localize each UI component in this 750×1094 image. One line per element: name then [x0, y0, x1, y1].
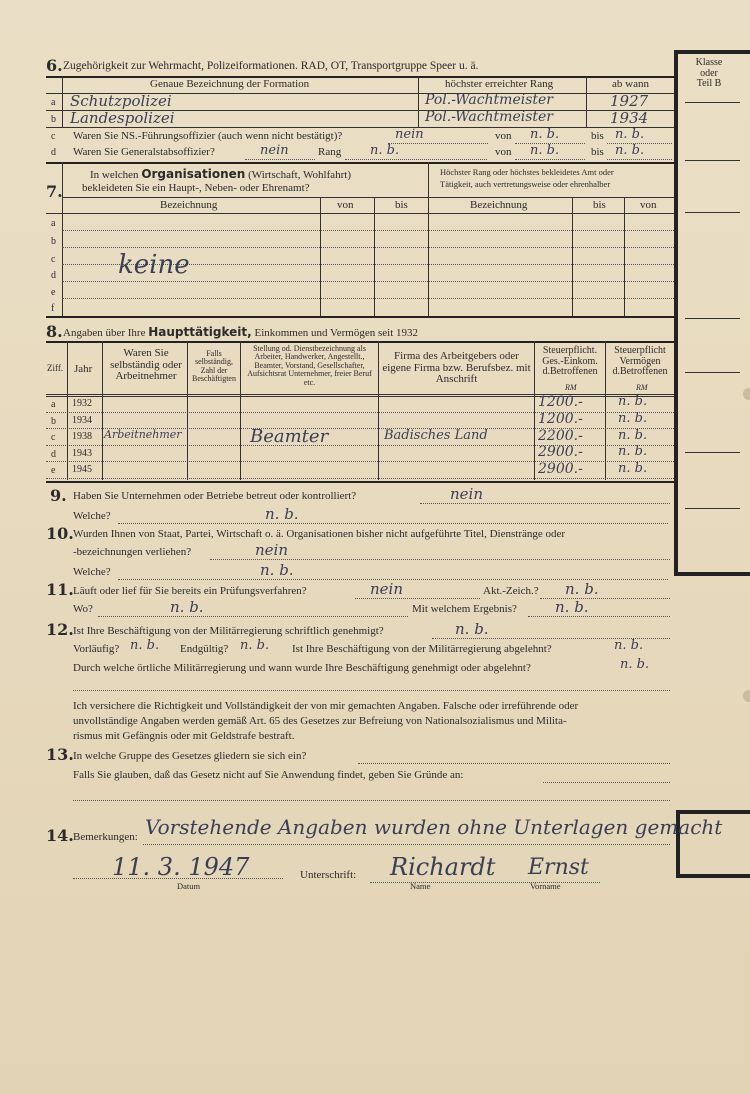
formation-a: Schutzpolizei: [70, 92, 172, 110]
section-14-number: 14.: [46, 826, 74, 845]
s12-vorl: Vorläufig?: [73, 643, 120, 655]
s8-verm: n. b.: [618, 428, 648, 443]
section-6-number: 6.: [46, 56, 63, 75]
s11-question: Läuft oder lief für Sie bereits ein Prüfungsverfahren?: [73, 585, 307, 597]
bottom-bracket-bar: [676, 810, 750, 814]
declaration-line-2: unvollständige Angaben werden gemäß Art. 65 des Gesetzes zur Befreiung von Nationalsozialismus und Milita-: [73, 715, 567, 727]
s6-d-rang-val: n. b.: [370, 143, 400, 158]
s6-d-bis: bis: [591, 146, 604, 158]
s8-verm: n. b.: [618, 411, 648, 426]
s9-question: Haben Sie Unternehmen oder Betriebe betreut oder kontrolliert?: [73, 490, 357, 502]
row-letter: b: [51, 114, 56, 125]
s14-vorname-label: Vorname: [530, 881, 561, 891]
s14-name-signature: Richardt: [390, 853, 496, 881]
s8-eink: 2900.-: [538, 444, 583, 460]
s8-h-firma: Firma des Arbeitgebers oder eigene Firma bzw. Berufsbez. mit Anschrift: [382, 350, 531, 386]
s10-answer: nein: [255, 541, 288, 559]
section-13-number: 13.: [46, 745, 74, 764]
s11-ergebnis: Mit welchem Ergebnis?: [412, 603, 517, 615]
s7-intro-2: (Wirtschaft, Wohlfahrt): [248, 169, 352, 181]
s9-welche: Welche?: [73, 510, 111, 522]
s14-bemerkungen-answer: Vorstehende Angaben wurden ohne Unterlagen gemacht: [145, 815, 723, 839]
s11-wo-answer: n. b.: [170, 598, 204, 616]
s8-stell: Beamter: [250, 426, 329, 447]
s8-eink: 2200.-: [538, 428, 583, 444]
s7-h-bez2: Bezeichnung: [470, 199, 528, 211]
section-6-col-formation: Genaue Bezeichnung der Formation: [150, 78, 310, 90]
side-bracket-bar: [674, 50, 750, 54]
s9-welche-answer: n. b.: [265, 505, 299, 523]
s11-akt-answer: n. b.: [565, 580, 599, 598]
row-letter: a: [51, 97, 56, 108]
section-6-col-rang: höchster erreichter Rang: [445, 78, 554, 90]
row-letter: d: [51, 449, 56, 460]
s8-verm: n. b.: [618, 444, 648, 459]
bottom-bracket-bar: [676, 874, 750, 878]
section-7-number: 7.: [46, 182, 63, 201]
s8-firma: Badisches Land: [384, 428, 488, 443]
s10-welche-answer: n. b.: [260, 561, 294, 579]
s14-vorname-signature: Ernst: [528, 855, 589, 880]
row-letter: f: [51, 303, 55, 314]
s6-c-bis-val: n. b.: [615, 127, 645, 142]
s8-selb: Arbeitnehmer: [104, 428, 182, 441]
from-b: 1934: [610, 109, 649, 127]
s8-verm: n. b.: [618, 461, 648, 476]
s7-intro-1: In welchen: [90, 169, 139, 181]
s8-eink: 1200.-: [538, 394, 583, 410]
s6-c-answer: nein: [395, 127, 424, 142]
row-letter: d: [51, 270, 56, 281]
s7-h-bis: bis: [395, 199, 408, 211]
s7-answer: keine: [118, 250, 190, 280]
row-letter: c: [51, 131, 56, 142]
s7-right-1: Höchster Rang oder höchstes bekleidetes Amt oder: [440, 167, 614, 177]
s10-question-1: Wurden Ihnen von Staat, Partei, Wirtschaft o. ä. Organisationen bisher nicht aufgeführte Titel, Dienstränge oder: [73, 528, 566, 540]
s11-ergebnis-answer: n. b.: [555, 598, 589, 616]
s8-title-1: Angaben über Ihre: [63, 327, 146, 339]
section-11-number: 11.: [46, 580, 74, 599]
s8-title: [63, 326, 418, 339]
s8-h-jahr: Jahr: [74, 363, 93, 375]
section-10-number: 10.: [46, 524, 74, 543]
s6-d-von-val: n. b.: [530, 143, 560, 158]
s6-d-von: von: [495, 146, 512, 158]
s8-h-verm: Steuerpflicht Vermögen d.Betroffenen: [612, 345, 668, 377]
s12-abgel: Ist Ihre Beschäftigung von der Militärregierung abgelehnt?: [292, 643, 552, 655]
s8-h-ziff: Ziff.: [47, 363, 64, 373]
s7-h-bis2: bis: [593, 199, 606, 211]
side-label-3: Teil B: [696, 78, 722, 89]
punch-hole: [743, 690, 750, 702]
s14-name-label: Name: [410, 881, 431, 891]
s10-question-2: -bezeichnungen verliehen?: [73, 546, 192, 558]
side-label-1: Klasse: [695, 57, 723, 68]
row-letter: e: [51, 465, 56, 476]
s8-eink: 1200.-: [538, 411, 583, 427]
section-6-title: Zugehörigkeit zur Wehrmacht, Polizeiformationen. RAD, OT, Transportgruppe Speer u. ä.: [63, 60, 479, 72]
s12-endg-answer: n. b.: [240, 638, 270, 653]
section-12-number: 12.: [46, 620, 74, 639]
s7-intro-bold: Organisationen: [141, 167, 246, 181]
side-label: [684, 58, 734, 90]
s6-c-bis: bis: [591, 130, 604, 142]
s6-c-question: Waren Sie NS.-Führungsoffizier (auch wenn nicht bestätigt)?: [73, 130, 343, 142]
row-letter: c: [51, 432, 56, 443]
s8-h-stell: Stellung od. Dienstbezeichnung als Arbeiter, Handwerker, Angestellt., Beamter, Vorstand, Gesellschafter, Aufsichtsrat Unternehmer, freier Beruf etc.: [247, 344, 372, 387]
section-9-number: 9.: [50, 486, 67, 505]
s7-h-bez: Bezeichnung: [160, 199, 218, 211]
s12-abgel-answer: n. b.: [614, 638, 644, 653]
s8-jahr: 1938: [72, 431, 92, 442]
row-letter: e: [51, 287, 56, 298]
side-bracket-bar: [674, 572, 750, 576]
s7-h-von: von: [337, 199, 354, 211]
formation-b: Landespolizei: [70, 109, 175, 127]
s12-durch: Durch welche örtliche Militärregierung und wann wurde Ihre Beschäftigung genehmigt oder abgelehnt?: [73, 662, 531, 674]
declaration-line-1: Ich versichere die Richtigkeit und Vollständigkeit der von mir gemachten Angaben. Falsche oder irreführende oder: [73, 700, 579, 712]
s10-welche: Welche?: [73, 566, 111, 578]
s11-wo: Wo?: [73, 603, 93, 615]
s14-unterschrift: Unterschrift:: [300, 869, 357, 881]
s8-jahr: 1945: [72, 464, 92, 475]
s11-answer: nein: [370, 580, 403, 598]
section-8-number: 8.: [46, 322, 63, 341]
s8-h-rm1: RM: [565, 383, 577, 392]
s7-intro: [90, 168, 351, 181]
s6-d-bis-val: n. b.: [615, 143, 645, 158]
from-a: 1927: [610, 92, 649, 110]
s14-bemerkungen: Bemerkungen:: [73, 831, 138, 843]
section-6-col-abwann: ab wann: [612, 78, 649, 90]
s9-answer: nein: [450, 485, 483, 503]
rank-a: Pol.-Wachtmeister: [425, 92, 554, 108]
row-letter: b: [51, 236, 56, 247]
punch-hole: [743, 388, 750, 400]
row-letter: a: [51, 218, 56, 229]
s8-h-rm2: RM: [636, 383, 648, 392]
s13-falls: Falls Sie glauben, daß das Gesetz nicht auf Sie Anwendung findet, geben Sie Gründe an:: [73, 769, 464, 781]
s8-title-bold: Haupttätigkeit,: [148, 325, 252, 339]
s13-question: In welche Gruppe des Gesetzes gliedern sie sich ein?: [73, 750, 307, 762]
side-bracket-bar: [674, 50, 678, 576]
s14-datum-label: Datum: [177, 881, 201, 891]
s6-d-question: Waren Sie Generalstabsoffizier?: [73, 146, 215, 158]
s12-answer: n. b.: [455, 620, 489, 638]
s6-d-rang: Rang: [318, 146, 342, 158]
side-label-2: oder: [700, 67, 718, 79]
s14-date: 11. 3. 1947: [112, 853, 250, 881]
s12-durch-answer: n. b.: [620, 657, 650, 672]
s7-h-von2: von: [640, 199, 657, 211]
s11-akt: Akt.-Zeich.?: [483, 585, 539, 597]
s8-h-selb: Waren Sie selbständig oder Arbeitnehmer: [110, 347, 182, 383]
row-letter: c: [51, 254, 56, 265]
s8-jahr: 1943: [72, 448, 92, 459]
declaration-line-3: rismus mit Gefängnis oder mit Geldstrafe bestraft.: [73, 730, 295, 742]
s7-right-2: Tätigkeit, auch vertretungsweise oder ehrenhalber: [440, 179, 611, 189]
s8-jahr: 1932: [72, 398, 92, 409]
s8-verm: n. b.: [618, 394, 648, 409]
s8-h-falls: Falls selbständig, Zahl der Beschäftigten: [192, 349, 236, 384]
s6-c-von-val: n. b.: [530, 127, 560, 142]
row-letter: b: [51, 416, 56, 427]
s8-jahr: 1934: [72, 415, 92, 426]
s12-question: Ist Ihre Beschäftigung von der Militärregierung schriftlich genehmigt?: [73, 625, 384, 637]
s8-eink: 2900.-: [538, 461, 583, 477]
s6-c-von: von: [495, 130, 512, 142]
s12-endg: Endgültig?: [180, 643, 229, 655]
s8-title-2: Einkommen und Vermögen seit 1932: [254, 327, 419, 339]
s8-h-eink: Steuerpflicht. Ges.-Einkom. d.Betroffenen: [542, 345, 598, 377]
s7-intro-3: bekleideten Sie ein Haupt-, Neben- oder Ehrenamt?: [82, 182, 310, 194]
row-letter: a: [51, 399, 56, 410]
s6-d-answer: nein: [260, 143, 289, 158]
row-letter: d: [51, 147, 56, 158]
rank-b: Pol.-Wachtmeister: [425, 109, 554, 125]
s12-vorl-answer: n. b.: [130, 638, 160, 653]
